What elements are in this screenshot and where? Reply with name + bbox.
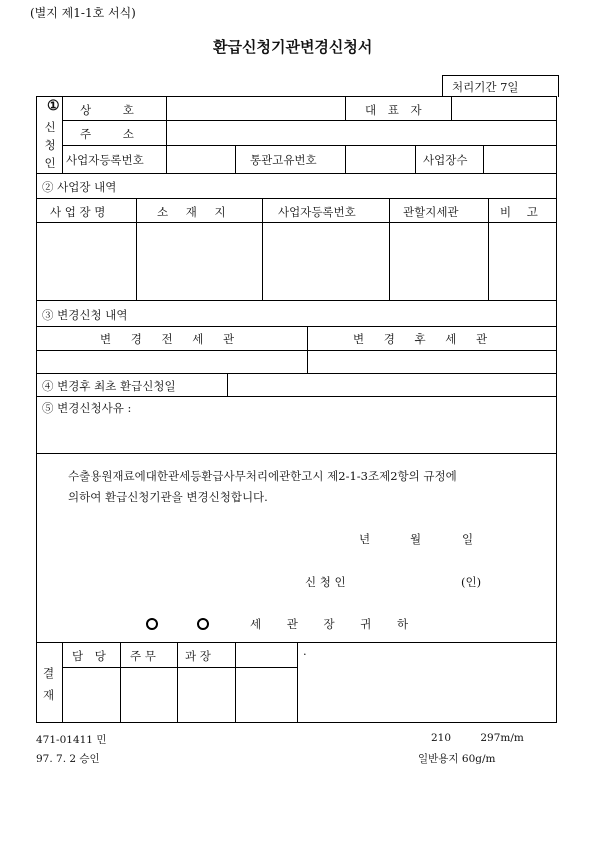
business-reg-no-label: 사업자등록번호 <box>66 153 144 167</box>
approval-col-staff: 담 당 <box>72 649 106 663</box>
blank-circle-1-icon <box>146 618 158 630</box>
sites-col-location: 소 재 지 <box>157 205 226 219</box>
processing-period: 처리기간 7일 <box>452 80 519 94</box>
approval-col-manager: 주 무 <box>130 649 156 663</box>
sites-col-name: 사 업 장 명 <box>50 205 106 219</box>
approval-col-chief: 과 장 <box>185 649 211 663</box>
change-before-label: 변 경 전 세 관 <box>100 332 235 346</box>
change-reason-label: ⑤ 변경신청사유 : <box>42 401 132 415</box>
sites-col-reg-no: 사업자등록번호 <box>278 205 356 219</box>
num-sites-label: 사업장수 <box>423 153 468 167</box>
first-claim-date-label: ④ 변경후 최초 환급신청일 <box>42 379 176 393</box>
declaration-line-2: 의하여 환급신청기관을 변경신청합니다. <box>68 490 268 504</box>
customs-code-label: 통관고유번호 <box>250 153 317 167</box>
applicant-section-label: 신청인 <box>44 120 56 170</box>
footer-paper: 일반용지 60g/m <box>418 753 496 765</box>
date-year: 년 <box>359 532 371 546</box>
applicant-sign-label: 신 청 인 <box>305 575 346 589</box>
company-name-label: 상 호 <box>80 103 148 117</box>
sites-col-remarks: 비 고 <box>500 205 538 219</box>
representative-label: 대 표 자 <box>365 103 426 117</box>
declaration-line-1: 수출용원재료에대한관세등환급사무처리에관한고시 제2-1-3조제2항의 규정에 <box>68 469 457 483</box>
date-month: 월 <box>410 532 422 546</box>
date-day: 일 <box>462 532 474 546</box>
blank-circle-2-icon <box>197 618 209 630</box>
footer-size: 210 297m/m <box>431 732 524 744</box>
sites-heading: ② 사업장 내역 <box>42 180 117 194</box>
form-title: 환급신청기관변경신청서 <box>213 38 373 56</box>
form-reference: (별지 제1-1호 서식) <box>30 6 136 20</box>
addressee: 세 관 장 귀 하 <box>250 617 409 631</box>
footer-approved: 97. 7. 2 승인 <box>36 753 100 765</box>
sites-col-customs: 관할지세관 <box>403 205 459 219</box>
approval-label-1: 결 <box>43 666 55 680</box>
address-label: 주 소 <box>80 127 148 141</box>
approval-label-2: 재 <box>43 688 55 702</box>
approval-dot: · <box>303 647 307 661</box>
change-after-label: 변 경 후 세 관 <box>353 332 488 346</box>
applicant-section-number: ① <box>47 98 60 114</box>
change-heading: ③ 변경신청 내역 <box>42 308 128 322</box>
seal-mark: (인) <box>461 575 482 589</box>
footer-form-no: 471-01411 민 <box>36 734 107 746</box>
